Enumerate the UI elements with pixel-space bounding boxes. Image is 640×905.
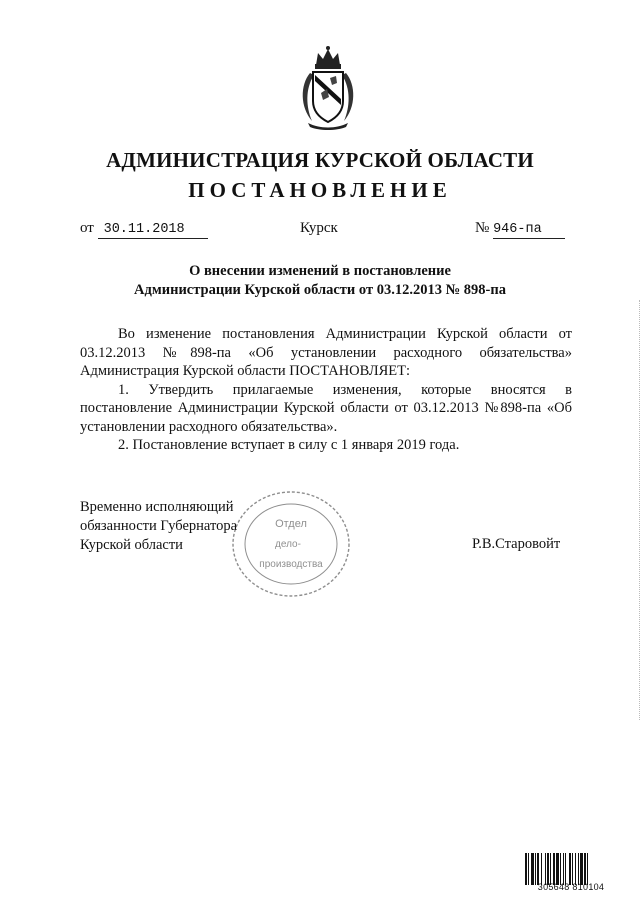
barcode-number: 305648 810104 bbox=[537, 882, 605, 892]
document-city: Курск bbox=[300, 220, 338, 236]
subject-line-2: Администрации Курской области от 03.12.2013 № 898-па bbox=[134, 282, 506, 298]
document-date bbox=[80, 220, 208, 239]
document-subject bbox=[0, 262, 640, 300]
document-number bbox=[475, 220, 565, 239]
signer-position-line-2: обязанности Губернатора bbox=[80, 518, 238, 534]
preamble-paragraph: Во изменение постановления Администрации Курской области от 03.12.2013 №898-па «Об установлении расходного обязательства» Администрация Курской области ПОСТАНОВЛЯЕТ: bbox=[80, 326, 572, 379]
signer-position-line-1: Временно исполняющий bbox=[80, 499, 234, 515]
document-body bbox=[80, 325, 572, 455]
number-value: 946-па bbox=[493, 221, 565, 239]
number-prefix: № bbox=[475, 220, 490, 236]
item-1-paragraph: 1. Утвердить прилагаемые изменения, которые вносятся в постановление Администрации Курской области от 03.12.2013 №898-па «Об установлении расходного обязательства». bbox=[80, 381, 572, 435]
stamp-line-1: Отдел bbox=[275, 518, 307, 530]
signer-name: Р.В.Старовойт bbox=[472, 536, 561, 552]
official-stamp bbox=[228, 487, 354, 601]
document-type-title: ПОСТАНОВЛЕНИЕ bbox=[188, 178, 452, 202]
subject-line-1: О внесении изменений в постановление bbox=[189, 263, 451, 279]
signer-position-line-3: Курской области bbox=[80, 537, 183, 553]
stamp-line-2: дело- bbox=[275, 539, 301, 550]
stamp-line-3: производства bbox=[259, 559, 323, 570]
signer-position bbox=[80, 498, 237, 555]
scan-edge-mark bbox=[635, 300, 640, 720]
item-2-paragraph: 2. Постановление вступает в силу с 1 января 2019 года. bbox=[118, 437, 460, 453]
coat-of-arms-emblem bbox=[296, 45, 360, 131]
date-prefix: от bbox=[80, 220, 94, 236]
organization-title: АДМИНИСТРАЦИЯ КУРСКОЙ ОБЛАСТИ bbox=[106, 148, 534, 172]
date-value: 30.11.2018 bbox=[98, 221, 208, 239]
